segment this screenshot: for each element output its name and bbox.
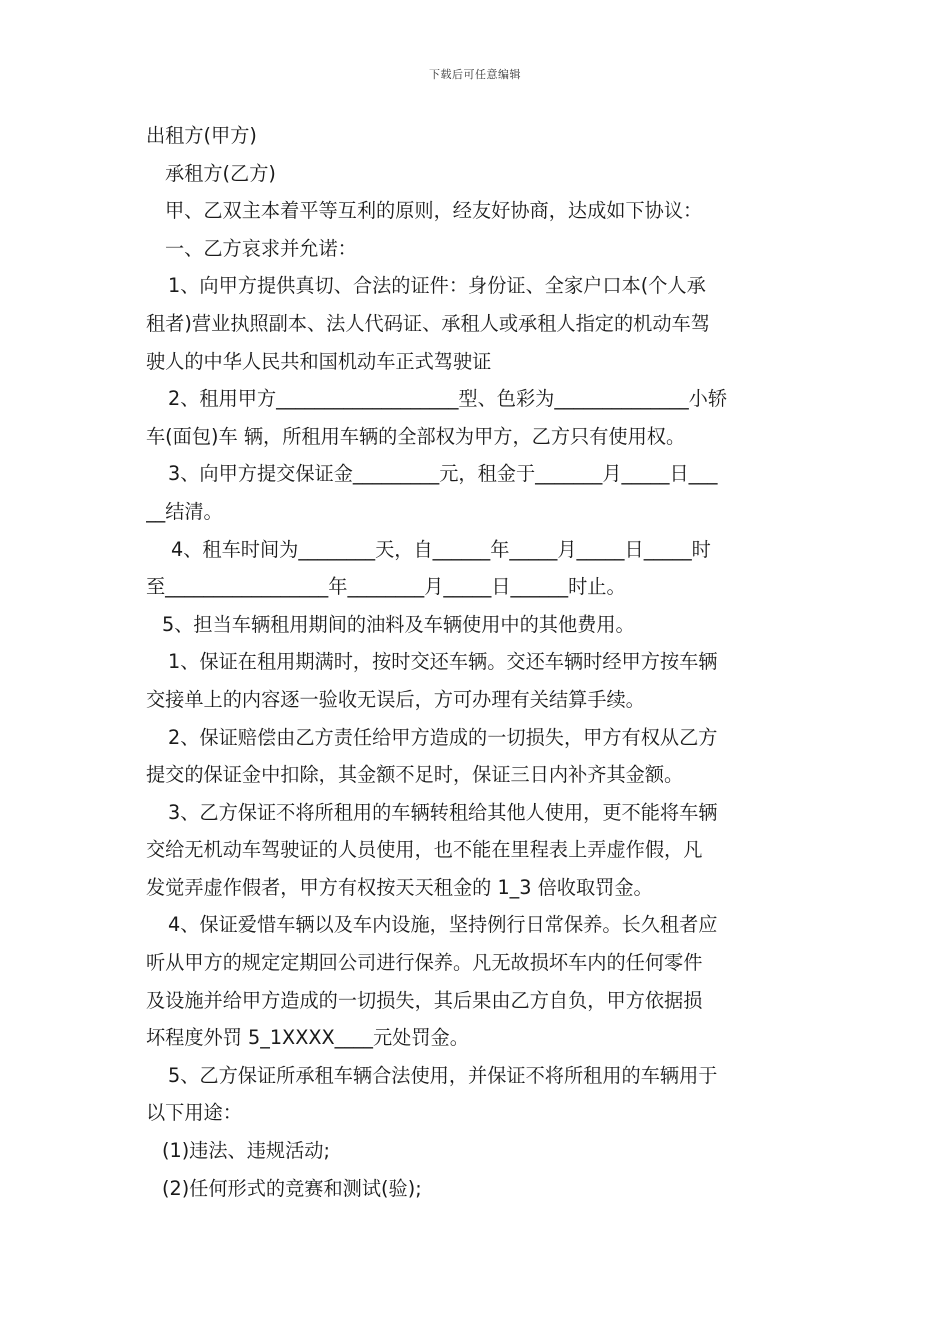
paragraph-line: 租者)营业执照副本、法人代码证、承租人或承租人指定的机动车驾 — [146, 311, 710, 335]
document-body — [146, 117, 810, 1207]
paragraph-line: 甲、乙双主本着平等互利的原则，经友好协商，达成如下协议： — [165, 199, 703, 223]
paragraph-line: 3、乙方保证不将所租用的车辆转租给其他人使用，更不能将车辆 — [168, 800, 718, 824]
paragraph-line: 以下用途： — [146, 1101, 242, 1125]
paragraph-line: 2、租用甲方___________________型、色彩为______________小轿 — [168, 387, 728, 411]
paragraph-line: 至_________________年________月_____日______时止。 — [146, 575, 626, 599]
paragraph-line: 出租方(甲方) — [146, 124, 257, 147]
paragraph-line: 4、租车时间为________天，自______年_____月_____日_____时 — [171, 537, 711, 561]
paragraph-line: __结清。 — [146, 499, 223, 523]
paragraph-line: 坏程度外罚 5_1XXXX____元处罚金。 — [146, 1026, 469, 1050]
paragraph-line: 提交的保证金中扣除，其金额不足时，保证三日内补齐其金额。 — [146, 763, 684, 787]
paragraph-line: (2)任何形式的竞赛和测试(验); — [162, 1176, 422, 1200]
paragraph-line: 车(面包)车 辆，所租用车辆的全部权为甲方，乙方只有使用权。 — [146, 424, 686, 448]
page-header: 下载后可任意编辑 — [429, 68, 521, 81]
paragraph-line: 4、保证爱惜车辆以及车内设施，坚持例行日常保养。长久租者应 — [168, 913, 718, 937]
paragraph-line: 2、保证赔偿由乙方责任给甲方造成的一切损失，甲方有权从乙方 — [168, 725, 718, 749]
paragraph-line: 一、乙方哀求并允诺： — [165, 236, 357, 260]
paragraph-line: 承租方(乙方) — [165, 161, 276, 185]
paragraph-line: 听从甲方的规定定期回公司进行保养。凡无故损坏车内的任何零件 — [146, 951, 703, 975]
paragraph-line: 及设施并给甲方造成的一切损失，其后果由乙方自负，甲方依据损 — [146, 988, 703, 1012]
paragraph-line: 交接单上的内容逐一验收无误后，方可办理有关结算手续。 — [146, 687, 645, 711]
paragraph-line: 驶人的中华人民共和国机动车正式驾驶证 — [146, 349, 492, 373]
paragraph-line: 3、向甲方提交保证金_________元，租金于_______月_____日___ — [168, 462, 718, 486]
paragraph-line: (1)违法、违规活动; — [162, 1139, 330, 1163]
paragraph-line: 1、向甲方提供真切、合法的证件：身份证、全家户口本(个人承 — [168, 274, 706, 298]
paragraph-line: 5、担当车辆租用期间的油料及车辆使用中的其他费用。 — [162, 612, 635, 636]
paragraph-line: 1、保证在租用期满时，按时交还车辆。交还车辆时经甲方按车辆 — [168, 650, 718, 674]
paragraph-line: 发觉弄虚作假者，甲方有权按天天租金的 1_3 倍收取罚金。 — [146, 875, 653, 899]
paragraph-line: 5、乙方保证所承租车辆合法使用，并保证不将所租用的车辆用于 — [168, 1063, 718, 1087]
paragraph-line: 交给无机动车驾驶证的人员使用，也不能在里程表上弄虚作假，凡 — [146, 838, 703, 862]
